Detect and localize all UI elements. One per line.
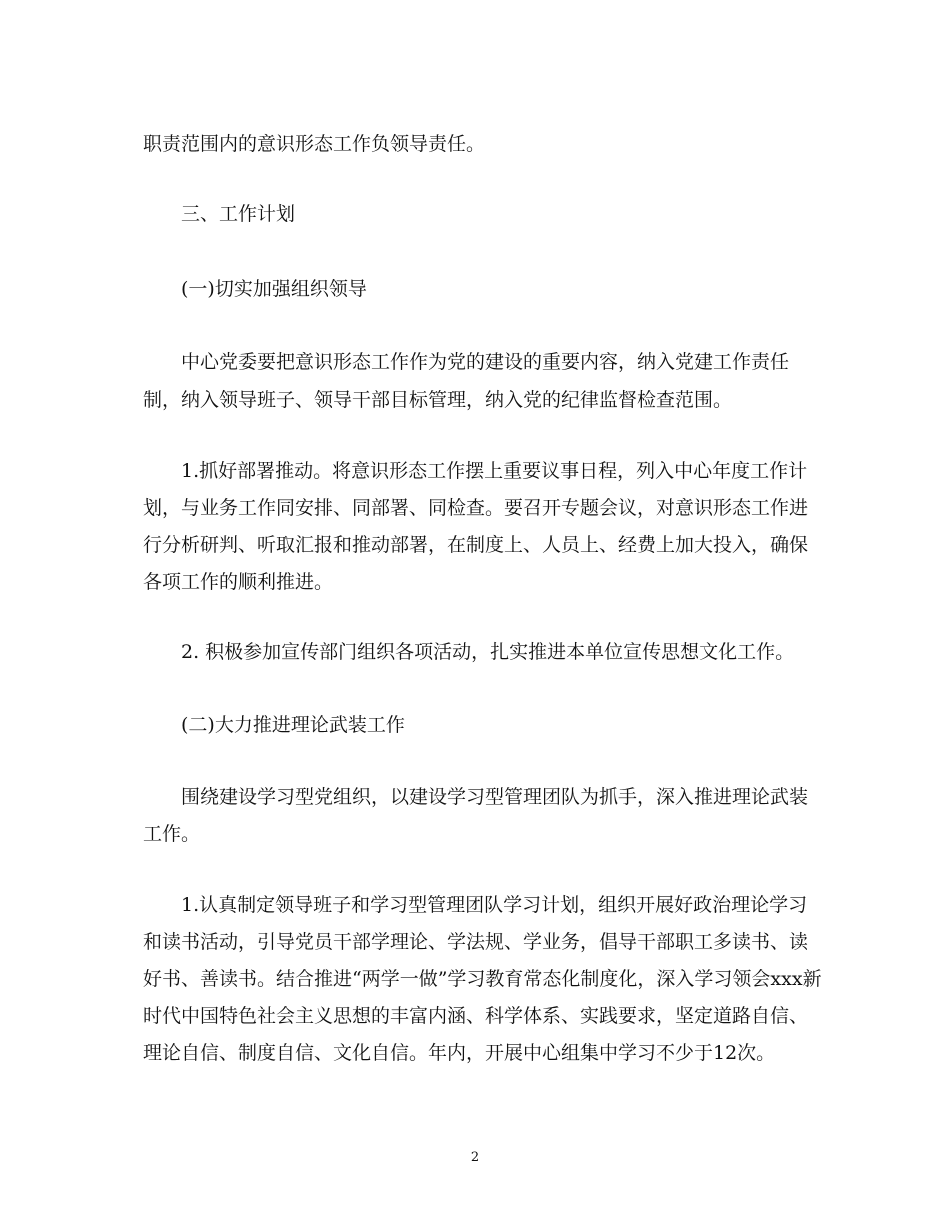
- paragraph-line: 制，纳入领导班子、领导干部目标管理，纳入党的纪律监督检查范围。: [143, 389, 733, 411]
- section-heading-work-plan: 三、工作计划: [181, 203, 296, 225]
- paragraph-line: 围绕建设学习型党组织，以建设学习型管理团队为抓手，深入推进理论武装: [181, 786, 809, 808]
- list-item-line: 和读书活动，引导党员干部学理论、学法规、学业务，倡导干部职工多读书、读: [143, 931, 809, 953]
- list-item-line: 各项工作的顺利推进。: [143, 571, 334, 593]
- list-item-line: 时代中国特色社会主义思想的丰富内涵、科学体系、实践要求，坚定道路自信、: [143, 1005, 809, 1027]
- list-item-line: 1.抓好部署推动。将意识形态工作摆上重要议事日程，列入中心年度工作计: [181, 460, 808, 482]
- list-item-line: 划，与业务工作同安排、同部署、同检查。要召开专题会议，对意识形态工作进: [143, 497, 809, 519]
- paragraph-line: 工作。: [143, 823, 201, 845]
- list-item-line: 2. 积极参加宣传部门组织各项活动，扎实推进本单位宣传思想文化工作。: [181, 641, 795, 663]
- subsection-heading-1: (一)切实加强组织领导: [181, 278, 367, 300]
- list-item-line: 好书、善读书。结合推进“两学一做”学习教育常态化制度化，深入学习领会xxx新: [143, 968, 822, 990]
- paragraph-continuation: 职责范围内的意识形态工作负领导责任。: [143, 133, 486, 155]
- list-item-line: 1.认真制定领导班子和学习型管理团队学习计划，组织开展好政治理论学习: [181, 894, 808, 916]
- page-number: 2: [470, 1150, 480, 1165]
- list-item-line: 行分析研判、听取汇报和推动部署，在制度上、人员上、经费上加大投入，确保: [143, 534, 809, 556]
- list-item-line: 理论自信、制度自信、文化自信。年内，开展中心组集中学习不少于12次。: [143, 1042, 776, 1064]
- subsection-heading-2: (二)大力推进理论武装工作: [181, 714, 405, 736]
- paragraph-line: 中心党委要把意识形态工作作为党的建设的重要内容，纳入党建工作责任: [181, 351, 790, 373]
